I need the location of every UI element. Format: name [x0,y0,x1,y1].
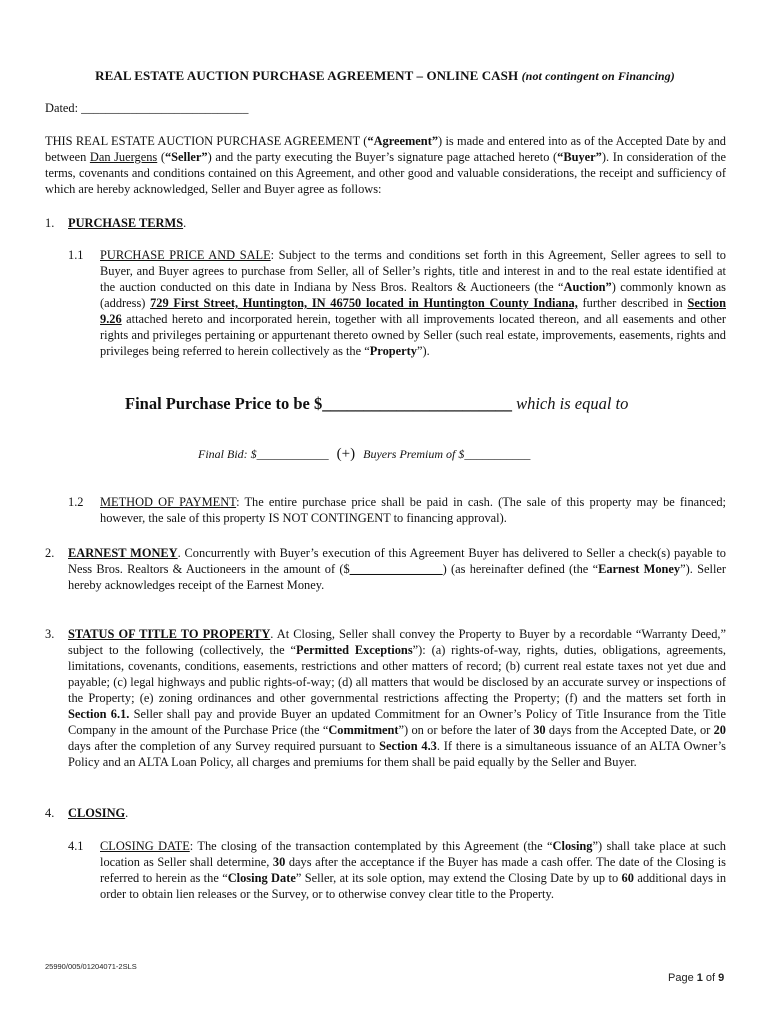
section-1-2-number: 1.2 [68,495,84,509]
buyers-premium-field: Buyers Premium of $___________ [363,447,531,461]
section-1-2-text: METHOD OF PAYMENT: The entire purchase price shall be paid in cash. (The sale of this property may be financed; however, the sale of this property IS NOT CONTINGENT to financing approval). [100,495,726,525]
section-3-text: STATUS OF TITLE TO PROPERTY. At Closing, Seller shall convey the Property to Buyer by a recordable “Warranty Deed,” subject to the following (collectively, the “Permitted Exceptions”): (a) rights-of-way, rights, duties, obligations, agreements, limitations, covenants, conditions, easements, restrictions and other matters of record; (b) current real estate taxes not yet due and payable; (c) legal highways and public rights-of-way; (d) all matters that would be disclosed by an accurate survey or inspections of the Property; (e) zoning ordinances and other governmental restrictions affecting the Property; (f) and the matters set forth in Section 6.1. Seller shall pay and provide Buyer an updated Commitment for an Owner’s Policy of Title Insurance from the Title Company in the amount of the Purchase Price (the “Commitment”) on or before the later of 30 days from the Accepted Date, or 20 days after the completion of any Survey required pursuant to Section 4.3. If there is a simultaneous issuance of an ALTA Owner’s Policy and an ALTA Loan Policy, all charges and premiums for them shall be paid equally by the Seller and Buyer. [68,627,727,769]
property-address: 729 First Street, Huntington, IN 46750 located in Huntington County Indiana, [150,296,578,310]
seller-name: Dan Juergens [89,150,158,164]
section-1-number: 1. [45,216,55,230]
title-main: REAL ESTATE AUCTION PURCHASE AGREEMENT – ONLINE CASH [95,68,519,83]
title-sub: (not contingent on Financing) [521,69,675,83]
section-1-1-number: 1.1 [68,248,84,262]
final-purchase-price-line: Final Purchase Price to be $_______________________ which is equal to [125,394,629,413]
intro-paragraph: THIS REAL ESTATE AUCTION PURCHASE AGREEMENT (“Agreement”) is made and entered into as of the Accepted Date by and between Dan Juergens (“Seller”) and the party executing the Buyer’s signature page attached hereto (“Buyer”). In consideration of the terms, covenants and conditions contained on this Agreement, and other good and valuable considerations, the receipt and sufficiency of which are hereby acknowledged, Seller and Buyer agree as follows: [45,134,726,196]
section-1-1-text: PURCHASE PRICE AND SALE: Subject to the terms and conditions set forth in this Agreement, Seller agrees to sell to Buyer, and Buyer agrees to purchase from Seller, all of Seller’s rights, title and interest in and to the real estate identified at the auction conducted on this date in Indiana by Ness Bros. Realtors & Auctioneers (the “Auction”) commonly known as (address) 729 First Street, Huntington, IN 46750 located in Huntington County Indiana, further described in Section 9.26 attached hereto and incorporated herein, together with all improvements located thereon, and all easements and other rights and privileges pertaining or appurtenant thereto owned by Seller (such real estate, improvements, easements, rights and privileges being referred to herein collectively as the “Property”). [100,248,726,358]
section-4-heading: CLOSING. [68,806,129,820]
document-title [0,68,770,84]
final-bid-field: Final Bid: $____________ [198,447,329,461]
section-4-1-text: CLOSING DATE: The closing of the transaction contemplated by this Agreement (the “Closing”) shall take place at such location as Seller shall determine, 30 days after the acceptance if the Buyer has made a cash offer. The date of the Closing is referred to herein as the “Closing Date” Seller, at its sole option, may extend the Closing Date by up to 60 additional days in order to obtain lien releases or the Survey, or to otherwise convey clear title to the Property. [100,839,727,901]
section-4-number: 4. [45,806,55,820]
plus-sign: (+) [336,446,356,462]
earnest-money-blank: _______________ [349,562,443,576]
dated-line: Dated: ___________________________ [45,101,249,115]
section-4-1-number: 4.1 [68,839,84,853]
section-2-number: 2. [45,546,55,560]
bid-premium-line [198,446,530,463]
document-id: 25990/005/01204071-2SLS [45,962,137,971]
section-1-heading: PURCHASE TERMS. [68,216,187,230]
section-2-text: EARNEST MONEY. Concurrently with Buyer’s execution of this Agreement Buyer has delivered to Seller a check(s) payable to Ness Bros. Realtors & Auctioneers in the amount of ($_______________) (as hereinafter defined (the “Earnest Money”). Seller hereby acknowledges receipt of the Earnest Money. [68,546,727,592]
section-3-number: 3. [45,627,55,641]
page-number: Page 1 of 9 [668,972,725,984]
